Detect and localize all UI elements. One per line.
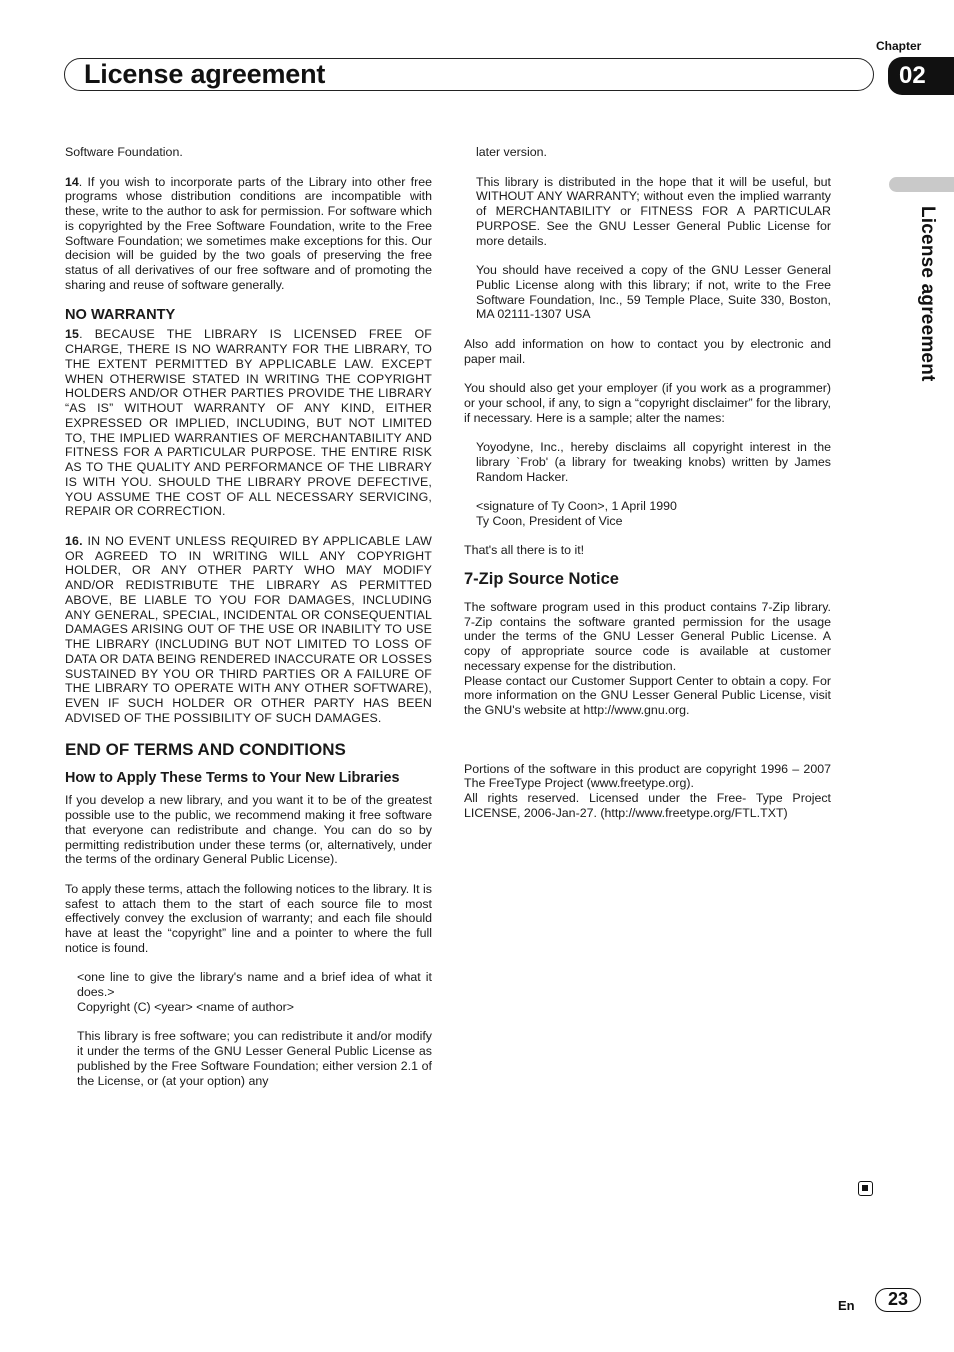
notice-one-line: <one line to give the library's name and a brief idea of what it does.> (77, 970, 432, 999)
clause-text-16: IN NO EVENT UNLESS REQUIRED BY APPLICABLE LAW OR AGREED TO IN WRITING WILL ANY COPYRIGHT HOLDER, OR ANY OTHER PARTY WHO MAY MODIFY AND/OR REDISTRIBUTE THE LIBRARY AS PERMITTED ABOVE, BE LIABLE TO YOU FOR DAMAGES, INCLUDING ANY GENERAL, SPECIAL, INCIDENTAL OR CONSEQUENTIAL DAMAGES ARISING OUT OF THE USE OR INABILITY TO USE THE LIBRARY (INCLUDING BUT NOT LIMITED TO LOSS OF DATA OR DATA BEING RENDERED INACCURATE OR LOSSES SUSTAINED BY YOU OR THIRD PARTIES OR A FAILURE OF THE LIBRARY TO OPERATE WITH ANY OTHER SOFTWARE), EVEN IF SUCH HOLDER OR OTHER PARTY HAS BEEN ADVISED OF THE POSSIBILITY OF SUCH DAMAGES. (65, 533, 432, 725)
paragraph-freetype-1: Portions of the software in this product are copyright 1996 – 2007 The FreeType Project (www.freetype.org). (464, 761, 831, 791)
paragraph-develop: If you develop a new library, and you want it to be of the greatest possible use to the public, we recommend making it free software that everyone can redistribute and change. You can do so by permitting redistribution under these terms (or, alternatively, under the terms of the ordinary General Public License). (65, 793, 432, 867)
clause-number-14: 14 (65, 174, 79, 189)
notice-received-copy: You should have received a copy of the GNU Lesser General Public License along with this library; if not, write to the Free Software Foundation, Inc., 59 Temple Place, Suite 330, Boston, MA 02111-1307 USA (476, 263, 831, 322)
clause-number-16: 16. (65, 533, 83, 548)
notice-later-version: later version. (476, 145, 547, 159)
heading-7zip: 7-Zip Source Notice (464, 569, 619, 588)
chapter-label: Chapter (876, 39, 922, 53)
paragraph-thats-all: That's all there is to it! (464, 543, 585, 558)
left-column (65, 145, 432, 1103)
paragraph-7zip-1: The software program used in this product contains 7-Zip library. 7-Zip contains the software granted permission for the usage under the terms of the GNU Lesser General Public License. A copy of appropriate source code is available at customer necessary expense for the distribution. (464, 599, 831, 673)
page-title: License agreement (84, 59, 326, 89)
heading-how-to-apply: How to Apply These Terms to Your New Libraries (65, 770, 400, 787)
heading-end-of-terms: END OF TERMS AND CONDITIONS (65, 740, 346, 760)
spacer (464, 733, 831, 762)
sample-signature: <signature of Ty Coon>, 1 April 1990 (476, 499, 677, 513)
notice-copyright: Copyright (C) <year> <name of author> (77, 999, 294, 1014)
side-section-label: License agreement (917, 206, 938, 382)
page-number: 23 (875, 1288, 921, 1312)
paragraph-employer: You should also get your employer (if you work as a programmer) or your school, if any, to sign a “copyright disclaimer” for the library, if necessary. Here is a sample; alter the names: (464, 381, 831, 425)
paragraph-also-add: Also add information on how to contact you by electronic and paper mail. (464, 336, 831, 366)
clause-number-15: 15 (65, 327, 80, 342)
heading-no-warranty: NO WARRANTY (65, 307, 176, 324)
paragraph-15 (65, 327, 432, 519)
chapter-number-badge: 02 (888, 57, 954, 95)
sample-yoyodyne: Yoyodyne, Inc., hereby disclaims all copyright interest in the library `Frob' (a library for tweaking knobs) written by James Random Hacker. (476, 440, 831, 484)
side-tab-marker (889, 177, 954, 192)
clause-text-15: . BECAUSE THE LIBRARY IS LICENSED FREE OF CHARGE, THERE IS NO WARRANTY FOR THE LIBRARY, TO THE EXTENT PERMITTED BY APPLICABLE LAW. EXCEPT WHEN OTHERWISE STATED IN WRITING THE COPYRIGHT HOLDERS AND/OR OTHER PARTIES PROVIDE THE LIBRARY “AS IS” WITHOUT WARRANTY OF ANY KIND, EITHER EXPRESSED OR IMPLIED, INCLUDING, BUT NOT LIMITED TO, THE IMPLIED WARRANTIES OF MERCHANTABILITY AND FITNESS FOR A PARTICULAR PURPOSE. THE ENTIRE RISK AS TO THE QUALITY AND PERFORMANCE OF THE LIBRARY IS WITH YOU. SHOULD THE LIBRARY PROVE DEFECTIVE, YOU ASSUME THE COST OF ALL NECESSARY SERVICING, REPAIR OR CORRECTION. (65, 327, 432, 519)
end-of-section-icon (858, 1181, 873, 1196)
paragraph-7zip-2: Please contact our Customer Support Center to obtain a copy. For more information on the GNU Lesser General Public License, visit the GNU's website at http://www.gnu.org. (464, 673, 831, 717)
language-label: En (838, 1298, 855, 1313)
paragraph-14 (65, 175, 432, 293)
sample-ty-coon: Ty Coon, President of Vice (476, 513, 623, 528)
paragraph-16 (65, 534, 432, 726)
notice-free-software: This library is free software; you can redistribute it and/or modify it under the terms of the GNU Lesser General Public License as published by the Free Software Foundation; either version 2.1 of the License, or (at your option) any (77, 1029, 432, 1088)
clause-text-14: . If you wish to incorporate parts of the Library into other free programs whose distribution conditions are incompatible with these, write to the author to ask for permission. For software which is copyrighted by the Free Software Foundation, write to the Free Software Foundation; we sometimes make exceptions for this. Our decision will be guided by the two goals of preserving the free status of all derivatives of our free software and of promoting the sharing and reuse of software generally. (65, 174, 432, 292)
notice-distributed: This library is distributed in the hope that it will be useful, but WITHOUT ANY WARRANTY; without even the implied warranty of MERCHANTABILITY or FITNESS FOR A PARTICULAR PURPOSE. See the GNU Lesser General Public License for more details. (476, 174, 831, 248)
paragraph-intro: Software Foundation. (65, 145, 183, 159)
paragraph-apply: To apply these terms, attach the following notices to the library. It is safest to attach them to the start of each source file to most effectively convey the exclusion of warranty; and each file should have at least the “copyright” line and a pointer to where the full notice is found. (65, 881, 432, 955)
paragraph-freetype-2: All rights reserved. Licensed under the Free- Type Project LICENSE, 2006-Jan-27. (http://www.freetype.org/FTL.TXT) (464, 791, 831, 820)
right-column (464, 145, 831, 835)
